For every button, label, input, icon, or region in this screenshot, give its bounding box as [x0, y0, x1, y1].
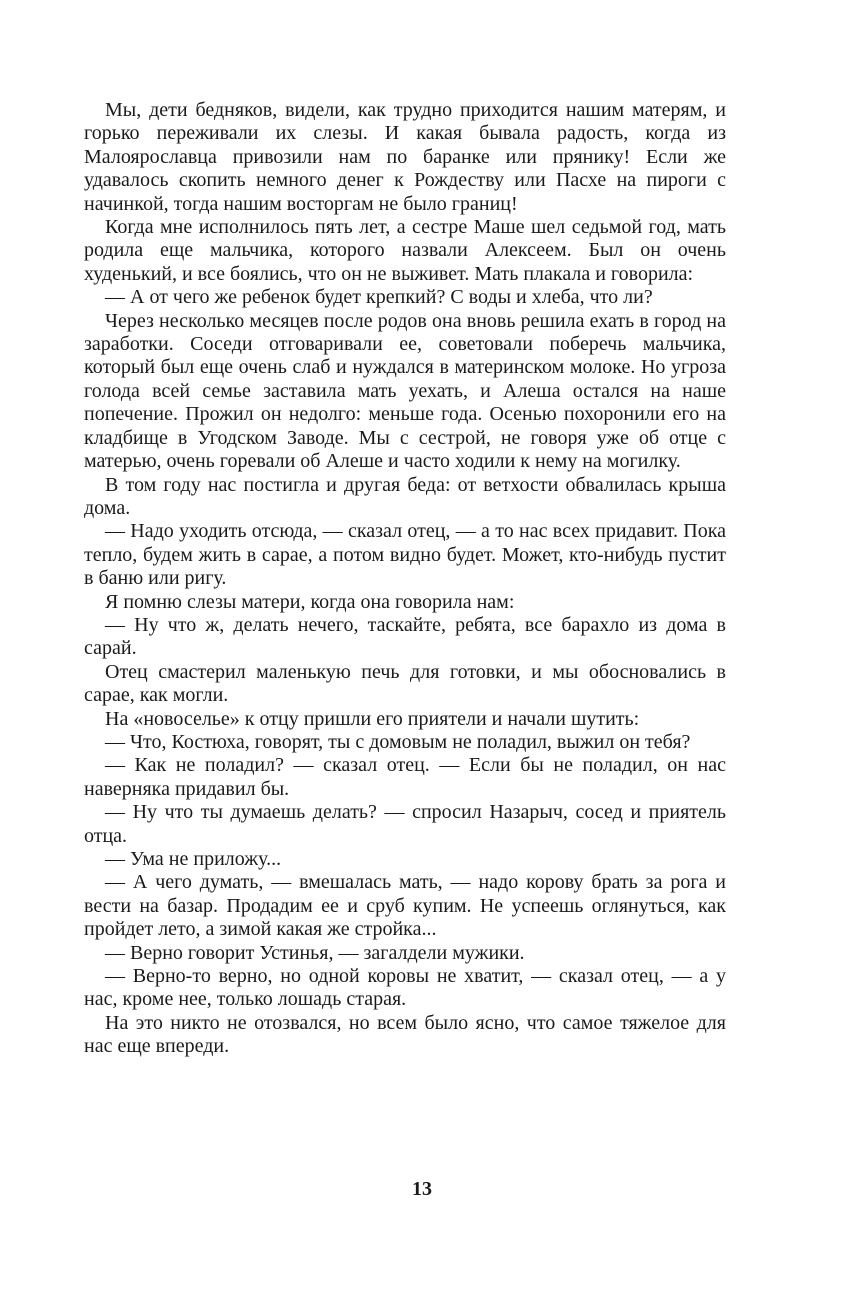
paragraph: — А от чего же ребенок будет крепкий? С воды и хлеба, что ли?: [105, 286, 653, 309]
paragraph: Я помню слезы матери, когда она говорила нам:: [105, 590, 515, 613]
paragraph: Когда мне исполнилось пять лет, а сестре Маше шел седьмой год, мать родила еще мальчика, которого назвали Алексеем. Был он очень худенький, и все боялись, что он не выживет. Мать плакала и говорила:: [84, 216, 726, 285]
paragraph: На «новоселье» к отцу пришли его приятели и начали шутить:: [105, 707, 640, 730]
paragraph: — Что, Костюха, говорят, ты с домовым не поладил, выжил он тебя?: [105, 730, 691, 753]
page-body: [84, 99, 726, 1059]
paragraph: — Ума не приложу...: [105, 848, 282, 870]
paragraph: В том году нас постигла и другая беда: от ветхости обвалилась крыша дома.: [84, 473, 726, 519]
paragraph: — Ну что ты думаешь делать? — спросил Назарыч, сосед и приятель отца.: [84, 801, 726, 847]
paragraph: — А чего думать, — вмешалась мать, — надо корову брать за рога и вести на базар. Продадим ее и сруб купим. Не успеешь оглянуться, как пройдет лето, а зимой какая же стройка...: [84, 871, 726, 941]
paragraph: — Верно-то верно, но одной коровы не хватит, — сказал отец, — а у нас, кроме нее, только лошадь старая.: [84, 965, 726, 1011]
paragraph: Отец смастерил маленькую печь для готовки, и мы обосновались в сарае, как могли.: [84, 660, 726, 707]
paragraph: Через несколько месяцев после родов она вновь решила ехать в город на заработки. Соседи отговаривали ее, советовали поберечь мальчика, который был еще очень слаб и нуждался в материнском молоке. Но угроза голода всей семье заставила мать уехать, и Алеша остался на наше попечение. Прожил он недолго: меньше года. Осенью похоронили его на кладбище в Угодском Заводе. Мы с сестрой, не говоря уже об отце с матерью, очень горевали об Алеше и часто ходили к нему на могилку.: [84, 309, 726, 473]
paragraph: — Надо уходить отсюда, — сказал отец, — а то нас всех придавит. Пока тепло, будем жить в сарае, а потом видно будет. Может, кто-нибудь пустит в баню или ригу.: [84, 520, 726, 590]
paragraph: Мы, дети бедняков, видели, как трудно приходится нашим матерям, и горько переживали их слезы. И какая бывала радость, когда из Малоярославца привозили нам по баранке или прянику! Если же удавалось скопить немного денег к Рождеству или Пасхе на пироги с начинкой, тогда нашим восторгам не было границ!: [84, 99, 726, 215]
paragraph: — Верно говорит Устинья, — загалдели мужики.: [105, 941, 525, 964]
paragraph: — Как не поладил? — сказал отец. — Если бы не поладил, он нас наверняка придавил бы.: [84, 754, 726, 800]
paragraph: На это никто не отозвался, но всем было ясно, что самое тяжелое для нас еще впереди.: [84, 1011, 726, 1058]
page-number: 13: [412, 1178, 432, 1200]
paragraph: — Ну что ж, делать нечего, таскайте, ребята, все барахло из дома в сарай.: [84, 613, 726, 660]
